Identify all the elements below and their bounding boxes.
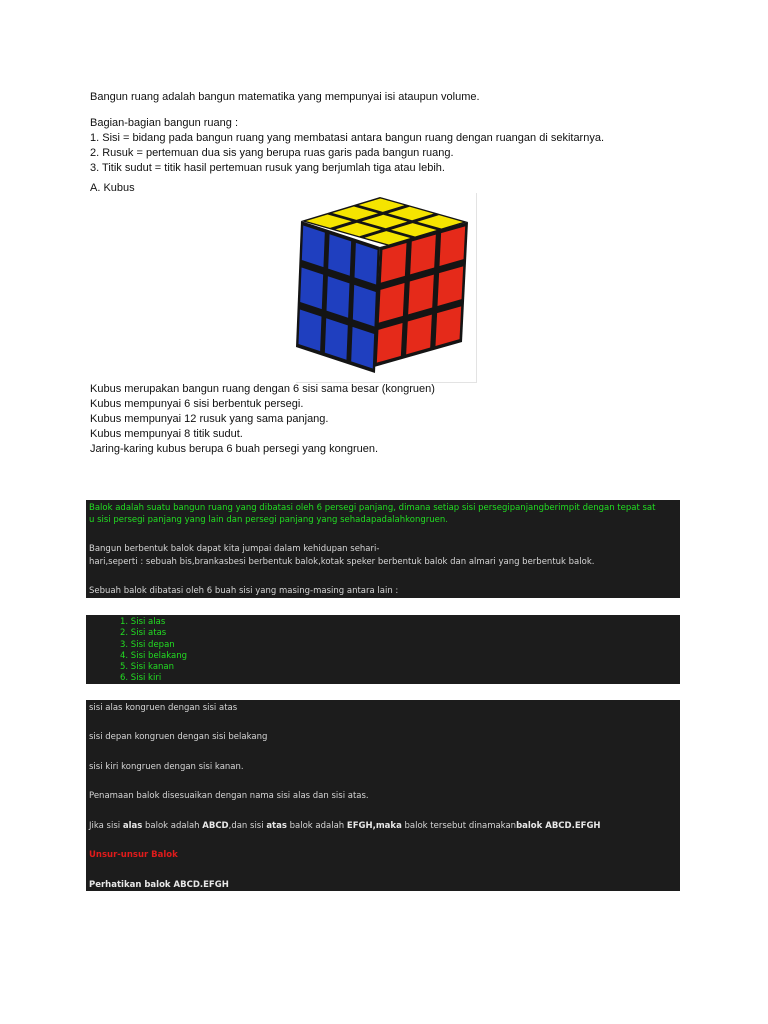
naming-rule: Penamaan balok disesuaikan dengan nama sisi alas dan sisi atas. [89,791,369,801]
cube-facts [90,382,435,457]
cube-left-face-sticker [355,243,378,285]
cube-fact: Jaring-karing kubus berupa 6 buah persegi yang kongruen. [90,443,379,455]
list-item: 4. Sisi belakang [120,650,188,661]
cube-left-face-sticker [302,226,325,268]
section-a-heading: A. Kubus [90,182,135,194]
balok-example-line: hari,seperti : sebuah bis,brankasbesi berbentuk balok,kotak speker berbentuk balok dan almari yang berbentuk balok. [89,557,595,567]
rubiks-cube-icon [296,193,476,382]
balok-congruence-block [86,700,680,891]
example-text: ,dan sisi [228,821,267,831]
cube-left-face-sticker [353,285,376,327]
example-bold: atas [266,821,287,831]
balok-sides-intro: Sebuah balok dibatasi oleh 6 buah sisi yang masing-masing antara lain : [89,586,399,596]
cube-left-face-sticker [351,327,374,369]
naming-example [89,821,601,831]
balok-example-line: Bangun berbentuk balok dapat kita jumpai dalam kehidupan sehari- [89,544,380,554]
list-item: 6. Sisi kiri [120,673,162,684]
cube-left-face-sticker [327,276,350,318]
balok-definition-line: Balok adalah suatu bangun ruang yang dibatasi oleh 6 persegi panjang, dimana setiap sisi persegipanjangberimpit dengan tepat sat [89,503,656,513]
example-text: balok adalah [142,821,203,831]
balok-definition-line: u sisi persegi panjang yang lain dan persegi panjang yang sehadapadalahkongruen. [89,515,448,525]
list-item: 3. Sisi depan [120,639,175,650]
cube-left-face-sticker [300,268,323,310]
cube-fact: Kubus merupakan bangun ruang dengan 6 sisi sama besar (kongruen) [90,383,435,395]
example-text: Jika sisi [89,821,123,831]
perhatikan-line: Perhatikan balok ABCD.EFGH [89,880,229,890]
example-bold: alas [122,821,143,831]
part-item-sisi: 1. Sisi = bidang pada bangun ruang yang membatasi antara bangun ruang dengan ruangan di sekitarnya. [90,132,605,144]
list-item: 5. Sisi kanan [120,662,175,673]
balok-sides-list [120,617,187,685]
balok-definition-block [86,500,680,598]
cube-fact: Kubus mempunyai 6 sisi berbentuk persegi. [90,398,304,410]
balok-sides-block [86,615,680,684]
example-text: balok adalah [286,821,347,831]
example-bold: balok ABCD.EFGH [516,821,601,831]
list-item: 2. Sisi atas [120,628,167,639]
part-item-rusuk: 2. Rusuk = pertemuan dua sis yang berupa ruas garis pada bangun ruang. [90,147,454,159]
parts-section [90,116,604,176]
cube-fact: Kubus mempunyai 8 titik sudut. [90,428,243,440]
congruent-pair: sisi alas kongruen dengan sisi atas [89,703,238,713]
cube-left-face-sticker [299,310,322,352]
list-item: 1. Sisi alas [120,617,166,627]
example-bold: ABCD [202,821,229,831]
rubiks-cube-image [296,193,477,383]
congruent-pair: sisi kiri kongruen dengan sisi kanan. [89,762,244,772]
cube-left-face-sticker [325,318,348,360]
cube-fact: Kubus mempunyai 12 rusuk yang sama panjang. [90,413,329,425]
example-text: balok tersebut dinamakan [401,821,517,831]
cube-left-face-sticker [328,234,351,276]
intro-definition: Bangun ruang adalah bangun matematika yang mempunyai isi ataupun volume. [90,91,480,103]
parts-heading: Bagian-bagian bangun ruang : [90,117,239,129]
part-item-titik-sudut: 3. Titik sudut = titik hasil pertemuan rusuk yang berjumlah tiga atau lebih. [90,162,445,174]
example-bold: EFGH,maka [346,821,402,831]
congruent-pair: sisi depan kongruen dengan sisi belakang [89,732,268,742]
unsur-heading: Unsur-unsur Balok [89,850,178,860]
